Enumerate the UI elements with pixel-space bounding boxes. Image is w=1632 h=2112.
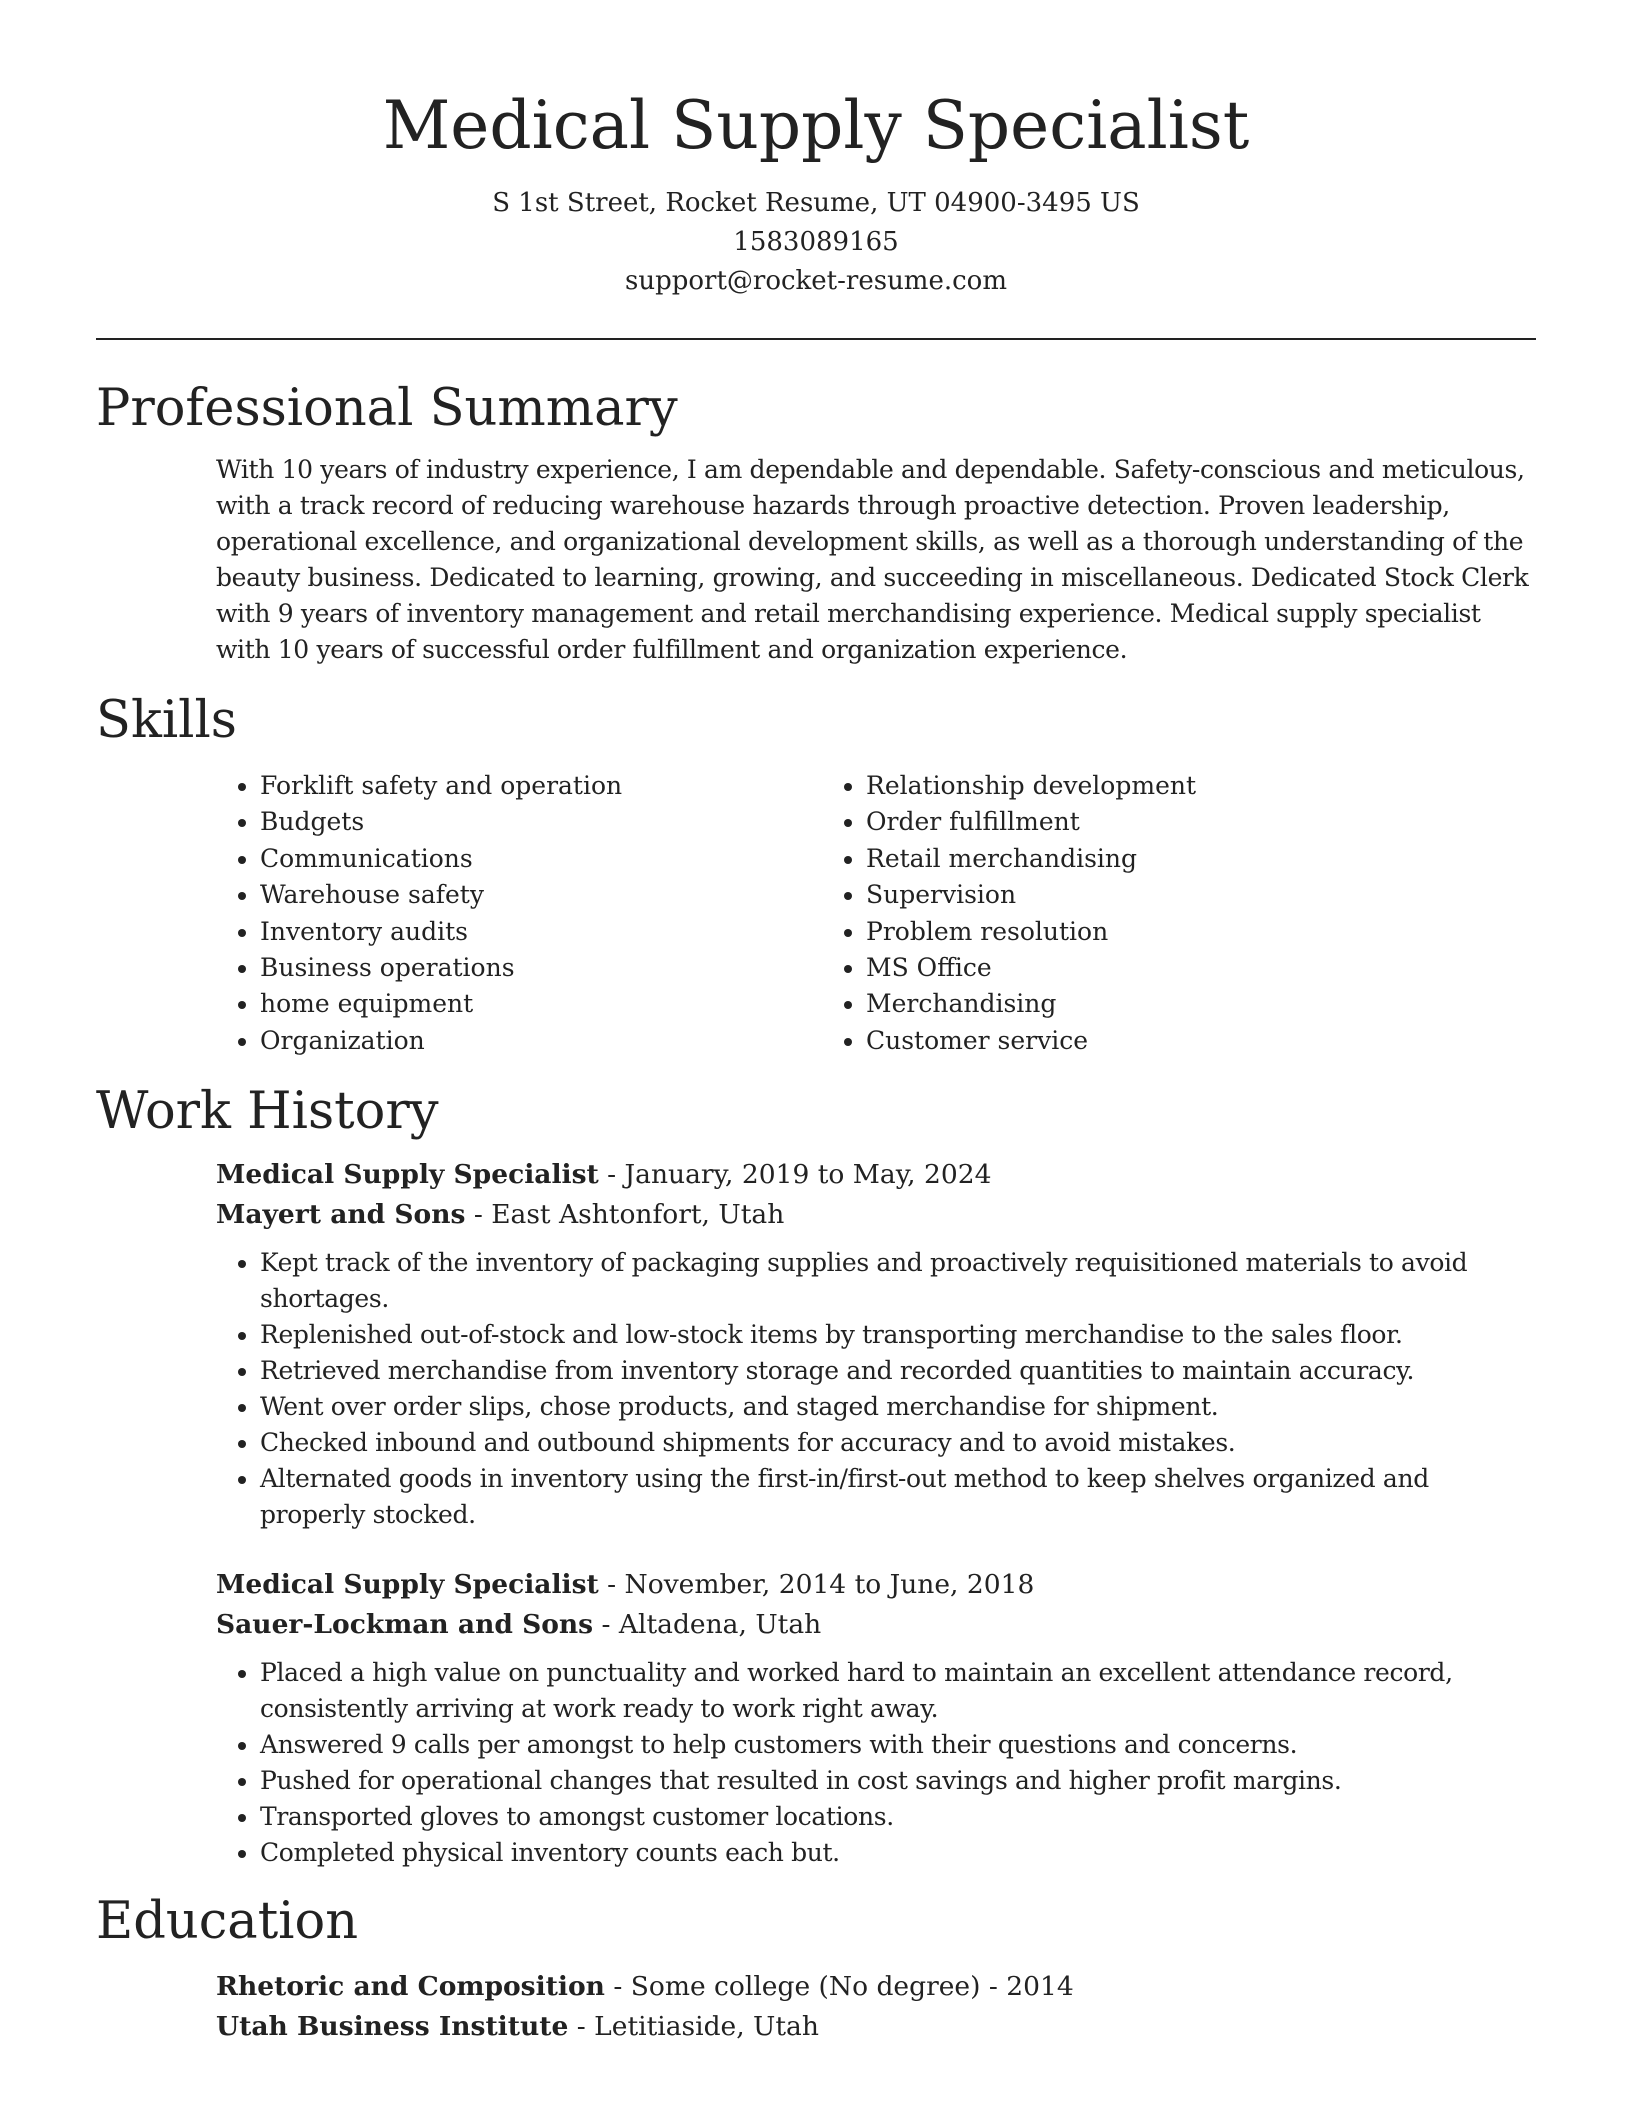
contact-phone: 1583089165	[733, 227, 899, 257]
skill-item: • Inventory audits	[260, 914, 822, 950]
education-school-line	[216, 2007, 1536, 2047]
job-position: Medical Supply Specialist	[216, 1159, 599, 1191]
education-degree-year: - Some college (No degree) - 2014	[604, 1971, 1074, 2003]
professional-summary-section	[96, 378, 1536, 668]
skill-item: • Organization	[260, 1023, 822, 1059]
contact-email: support@rocket-resume.com	[624, 266, 1007, 296]
education-field: Rhetoric and Composition	[216, 1971, 605, 2003]
skill-item: • Problem resolution	[866, 914, 1428, 950]
job-company-line	[216, 1195, 1536, 1235]
job-bullet: • Alternated goods in inventory using the first-in/first-out method to keep shelves organized and properly stocked.	[260, 1461, 1536, 1533]
job-bullet: • Went over order slips, chose products, and staged merchandise for shipment.	[260, 1389, 1536, 1425]
job-company-line	[216, 1605, 1536, 1645]
skills-heading: Skills	[96, 691, 237, 750]
skill-item: • Order fulfillment	[866, 804, 1428, 840]
skill-item: • Warehouse safety	[260, 877, 822, 913]
job-bullets	[216, 1655, 1536, 1871]
skill-item: • MS Office	[866, 950, 1428, 986]
skill-item: • Business operations	[260, 950, 822, 986]
job-entry	[216, 1155, 1536, 1533]
job-dates: - January, 2019 to May, 2024	[598, 1159, 992, 1191]
education-degree-line	[216, 1967, 1536, 2007]
job-bullet: • Retrieved merchandise from inventory storage and recorded quantities to maintain accuracy.	[260, 1353, 1536, 1389]
job-location: - Altadena, Utah	[593, 1609, 822, 1641]
job-bullet: • Answered 9 calls per amongst to help customers with their questions and concerns.	[260, 1727, 1536, 1763]
job-bullet: • Checked inbound and outbound shipments for accuracy and to avoid mistakes.	[260, 1425, 1536, 1461]
education-school: Utah Business Institute	[216, 2011, 569, 2043]
job-bullet: • Completed physical inventory counts each but.	[260, 1835, 1536, 1871]
header-divider	[96, 338, 1536, 340]
candidate-name: Medical Supply Specialist	[382, 87, 1250, 164]
job-entry	[216, 1565, 1536, 1871]
job-bullet: • Placed a high value on punctuality and worked hard to maintain an excellent attendance record, consistently arriving at work ready to work right away.	[260, 1655, 1536, 1727]
skill-item: • Merchandising	[866, 986, 1428, 1022]
job-title-line	[216, 1155, 1536, 1195]
skills-section	[96, 690, 1536, 1059]
job-company: Sauer-Lockman and Sons	[216, 1609, 594, 1641]
education-location: - Letitiaside, Utah	[568, 2011, 819, 2043]
job-bullet: • Transported gloves to amongst customer locations.	[260, 1799, 1536, 1835]
job-company: Mayert and Sons	[216, 1199, 466, 1231]
summary-text: With 10 years of industry experience, I am dependable and dependable. Safety-conscious and meticulous, with a track record of reducing warehouse hazards through proactive detection. Proven leadership, operational excellence, and organizational development skills, as well as a thorough understanding of the beauty business. Dedicated to learning, growing, and succeeding in miscellaneous. Dedicated Stock Clerk with 9 years of inventory management and retail merchandising experience. Medical supply specialist with 10 years of successful order fulfillment and organization experience.	[216, 455, 1529, 664]
skills-list-right	[822, 768, 1428, 1059]
skill-item: • Forklift safety and operation	[260, 768, 822, 804]
job-title-line	[216, 1565, 1536, 1605]
job-position: Medical Supply Specialist	[216, 1569, 599, 1601]
skill-item: • Retail merchandising	[866, 841, 1428, 877]
job-location: - East Ashtonfort, Utah	[465, 1199, 785, 1231]
skills-columns	[216, 768, 1536, 1059]
skill-item: • Supervision	[866, 877, 1428, 913]
education-section	[96, 1891, 1536, 2047]
job-bullets	[216, 1245, 1536, 1533]
skill-item: • home equipment	[260, 986, 822, 1022]
skill-item: • Customer service	[866, 1023, 1428, 1059]
skill-item: • Relationship development	[866, 768, 1428, 804]
job-bullet: • Kept track of the inventory of packaging supplies and proactively requisitioned materials to avoid shortages.	[260, 1245, 1536, 1317]
education-entry	[216, 1967, 1536, 2047]
education-heading: Education	[96, 1892, 359, 1952]
job-bullet: • Replenished out-of-stock and low-stock items by transporting merchandise to the sales floor.	[260, 1317, 1536, 1353]
work-history-section	[96, 1081, 1536, 1871]
contact-address: S 1st Street, Rocket Resume, UT 04900-3495 US	[492, 188, 1140, 218]
job-dates: - November, 2014 to June, 2018	[598, 1569, 1035, 1601]
skill-item: • Budgets	[260, 804, 822, 840]
work-history-heading: Work History	[96, 1082, 439, 1142]
skill-item: • Communications	[260, 841, 822, 877]
skills-list-left	[216, 768, 822, 1059]
job-bullet: • Pushed for operational changes that resulted in cost savings and higher profit margins.	[260, 1763, 1536, 1799]
resume-header	[96, 0, 1536, 301]
summary-heading: Professional Summary	[96, 379, 678, 438]
